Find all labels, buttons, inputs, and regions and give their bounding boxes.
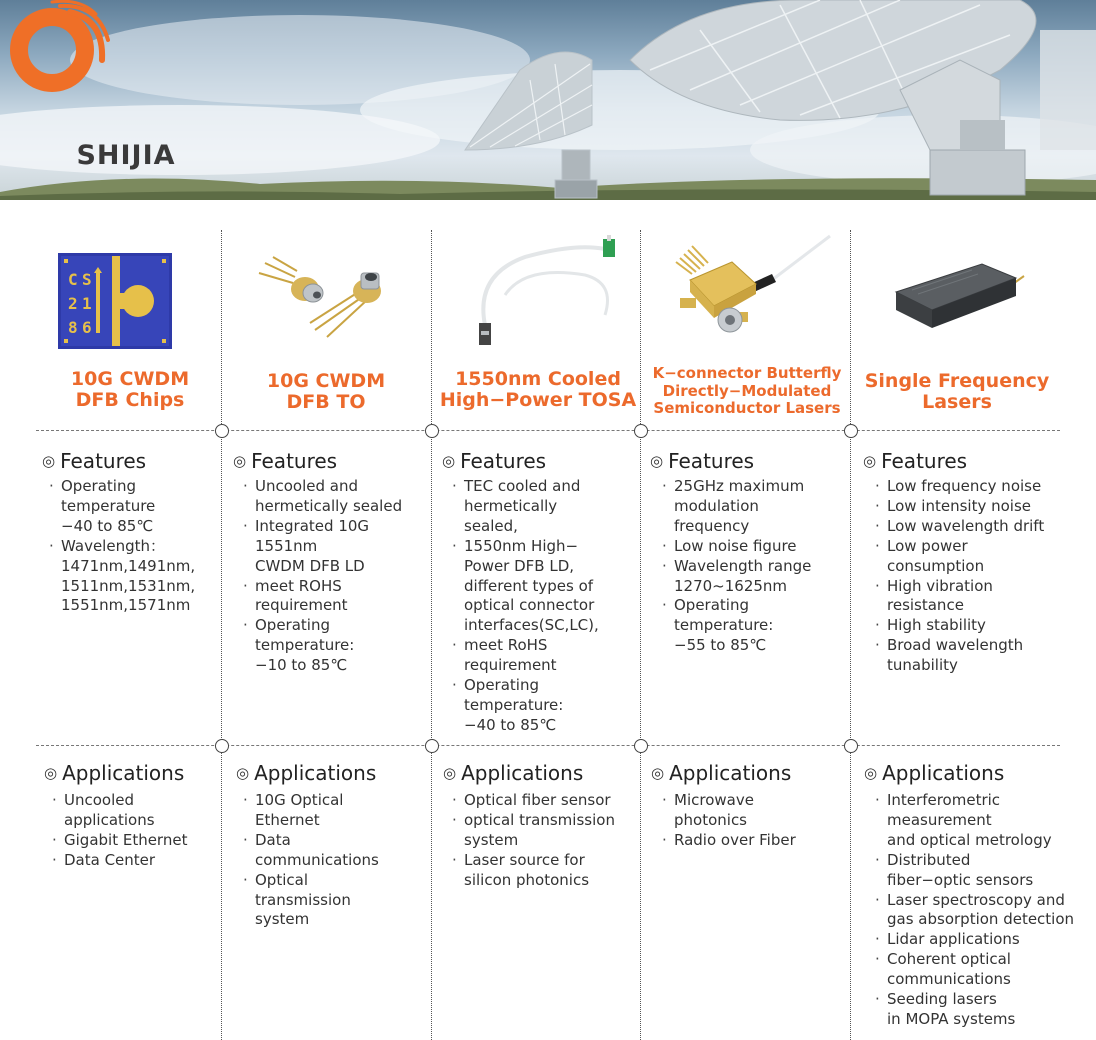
- application-item: · Interferometric measurement and optical metrology: [875, 791, 1093, 851]
- applications-heading: ◎ Applications: [443, 761, 584, 785]
- chip-mark: 6: [82, 318, 92, 337]
- column-divider: [431, 230, 432, 1040]
- product-title-butterfly-laser: K−connector Butterfly Directly−Modulated Semiconductor Lasers: [652, 364, 842, 417]
- application-item: · Optical transmission system: [243, 871, 423, 931]
- product-image-to-can: [255, 255, 395, 340]
- bullseye-icon: ◎: [44, 764, 58, 782]
- applications-heading: ◎ Applications: [864, 761, 1005, 785]
- divider-node: [425, 424, 439, 438]
- divider-node: [844, 739, 858, 753]
- features-heading: ◎ Features: [233, 449, 338, 473]
- divider-node: [425, 739, 439, 753]
- applications-list: [243, 791, 423, 930]
- feature-item: · Operating temperature: −10 to 85℃: [243, 616, 423, 676]
- features-heading: ◎ Features: [42, 449, 147, 473]
- features-list: [49, 477, 219, 616]
- applications-heading: ◎ Applications: [651, 761, 792, 785]
- application-item: · optical transmission system: [452, 811, 637, 851]
- column-divider: [850, 230, 851, 1040]
- features-list: [243, 477, 423, 676]
- feature-item: · High stability: [875, 616, 1075, 636]
- application-item: · Radio over Fiber: [662, 831, 842, 851]
- header-banner: [0, 0, 1096, 200]
- applications-heading: ◎ Applications: [44, 761, 185, 785]
- feature-item: · Integrated 10G 1551nm CWDM DFB LD: [243, 517, 423, 577]
- bullseye-icon: ◎: [650, 452, 664, 470]
- application-item: · Distributed fiber−optic sensors: [875, 851, 1093, 891]
- bullseye-icon: ◎: [236, 764, 250, 782]
- application-item: · Lidar applications: [875, 930, 1093, 950]
- application-item: · Uncooled applications: [52, 791, 220, 831]
- bullseye-icon: ◎: [864, 764, 878, 782]
- features-list: [875, 477, 1075, 676]
- application-item: · Gigabit Ethernet: [52, 831, 220, 851]
- bullseye-icon: ◎: [442, 452, 456, 470]
- features-heading: ◎ Features: [442, 449, 547, 473]
- application-item: · Microwave photonics: [662, 791, 842, 831]
- application-item: · 10G Optical Ethernet: [243, 791, 423, 831]
- applications-list: [52, 791, 220, 871]
- product-title-dfb-chips: 10G CWDM DFB Chips: [70, 368, 190, 411]
- feature-item: · Operating temperature −40 to 85℃: [49, 477, 219, 537]
- chip-mark: S: [82, 270, 92, 289]
- product-image-laser-module: [892, 262, 1032, 334]
- feature-item: · Low intensity noise: [875, 497, 1075, 517]
- chip-mark: 1: [82, 294, 92, 313]
- bullseye-icon: ◎: [233, 452, 247, 470]
- divider-node: [844, 424, 858, 438]
- applications-list: [662, 791, 842, 851]
- feature-item: · Low frequency noise: [875, 477, 1075, 497]
- row-divider-features: [36, 430, 1060, 431]
- application-item: · Data communications: [243, 831, 423, 871]
- applications-list: [452, 791, 637, 891]
- features-heading: ◎ Features: [863, 449, 968, 473]
- features-list: [452, 477, 632, 736]
- feature-item: · 25GHz maximum modulation frequency: [662, 477, 842, 537]
- feature-item: · Wavelength： 1471nm,1491nm, 1511nm,1531nm, 1551nm,1571nm: [49, 537, 219, 617]
- application-item: · Laser spectroscopy and gas absorption detection: [875, 891, 1093, 931]
- logo-wordmark: SHIJIA: [76, 140, 176, 171]
- bullseye-icon: ◎: [443, 764, 457, 782]
- bullseye-icon: ◎: [42, 452, 56, 470]
- bullseye-icon: ◎: [863, 452, 877, 470]
- feature-item: · TEC cooled and hermetically sealed,: [452, 477, 632, 537]
- feature-item: · Operating temperature: −40 to 85℃: [452, 676, 632, 736]
- feature-item: · Low noise figure: [662, 537, 842, 557]
- application-item: · Data Center: [52, 851, 220, 871]
- feature-item: · Wavelength range 1270~1625nm: [662, 557, 842, 597]
- feature-item: · Operating temperature: −55 to 85℃: [662, 596, 842, 656]
- product-title-dfb-to: 10G CWDM DFB TO: [266, 370, 386, 413]
- feature-item: · 1550nm High− Power DFB LD, different types of optical connector interfaces(SC,LC),: [452, 537, 632, 637]
- feature-item: · Uncooled and hermetically sealed: [243, 477, 423, 517]
- feature-item: · meet RoHS requirement: [452, 636, 632, 676]
- product-image-dfb-chip: [58, 253, 172, 349]
- feature-item: · Low wavelength drift: [875, 517, 1075, 537]
- product-title-tosa: 1550nm Cooled High−Power TOSA: [439, 368, 637, 411]
- application-item: · Coherent optical communications: [875, 950, 1093, 990]
- divider-node: [634, 739, 648, 753]
- bullseye-icon: ◎: [651, 764, 665, 782]
- feature-item: · High vibration resistance: [875, 577, 1075, 617]
- features-heading: ◎ Features: [650, 449, 755, 473]
- divider-node: [215, 739, 229, 753]
- product-image-butterfly-laser: [672, 232, 837, 342]
- feature-item: · meet ROHS requirement: [243, 577, 423, 617]
- features-list: [662, 477, 842, 656]
- application-item: · Seeding lasers in MOPA systems: [875, 990, 1093, 1030]
- column-divider: [640, 230, 641, 1040]
- application-item: · Optical fiber sensor: [452, 791, 637, 811]
- applications-heading: ◎ Applications: [236, 761, 377, 785]
- application-item: · Laser source for silicon photonics: [452, 851, 637, 891]
- shijia-logo-icon: [0, 0, 110, 140]
- divider-node: [634, 424, 648, 438]
- chip-mark: C: [68, 270, 78, 289]
- product-image-tosa: [465, 235, 625, 350]
- chip-mark: 2: [68, 294, 78, 313]
- feature-item: · Broad wavelength tunability: [875, 636, 1075, 676]
- row-divider-applications: [36, 745, 1060, 746]
- chip-mark: 8: [68, 318, 78, 337]
- divider-node: [215, 424, 229, 438]
- column-divider: [221, 230, 222, 1040]
- applications-list: [875, 791, 1093, 1030]
- feature-item: · Low power consumption: [875, 537, 1075, 577]
- product-title-single-frequency-laser: Single Frequency Lasers: [864, 370, 1050, 413]
